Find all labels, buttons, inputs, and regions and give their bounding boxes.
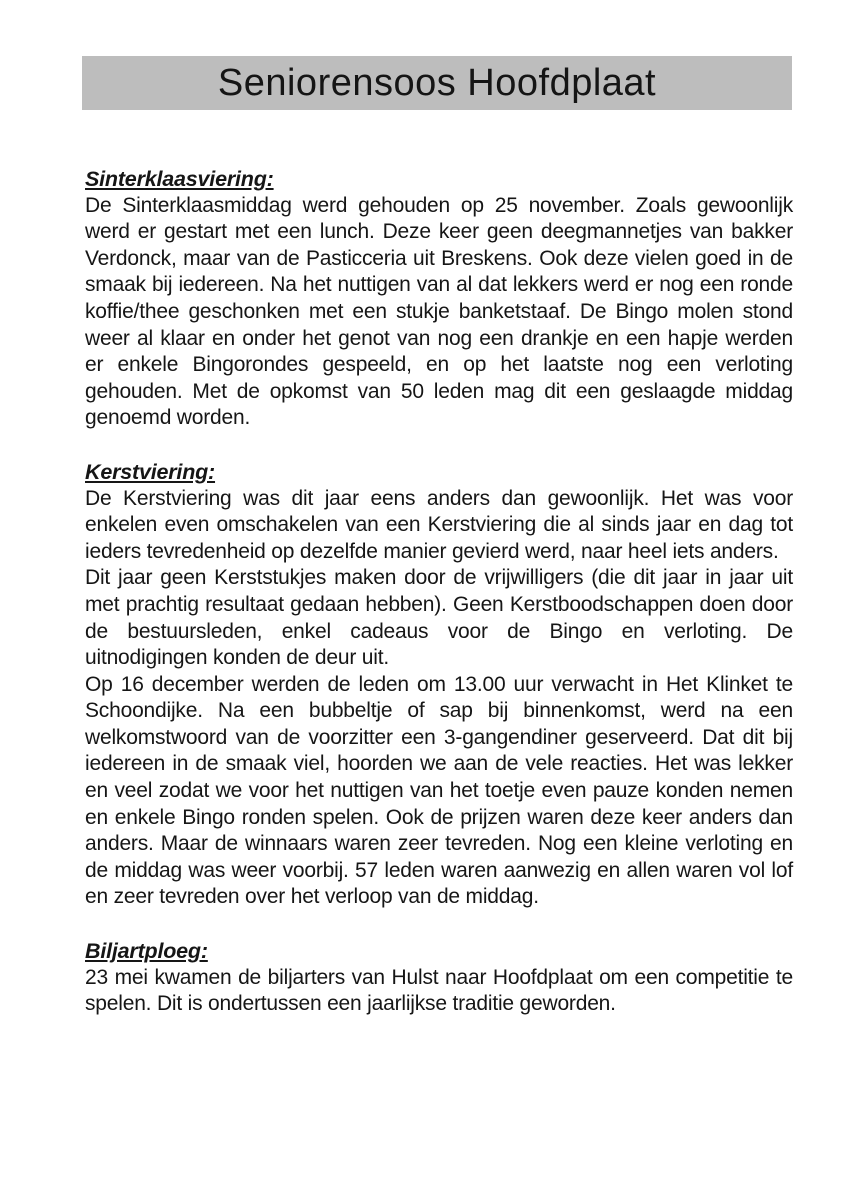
section-biljartploeg xyxy=(85,938,793,1018)
section-kerstviering xyxy=(85,459,793,911)
section-heading: Sinterklaasviering: xyxy=(85,167,274,191)
section-paragraph: De Sinterklaasmiddag werd gehouden op 25 november. Zoals gewoonlijk werd er gestart met een lunch. Deze keer geen deegmannetjes van bakker Verdonck, maar van de Pasticceria uit Breskens. Ook deze vielen goed in de smaak bij iedereen. Na het nuttigen van al dat lekkers werd er nog een ronde koffie/thee geschonken met een stukje banketstaaf. De Bingo molen stond weer al klaar en onder het genot van nog een drankje en een hapje werden er enkele Bingorondes gespeeld, en op het laatste nog een verloting gehouden. Met de opkomst van 50 leden mag dit een geslaagde middag genoemd worden. xyxy=(85,193,793,430)
title-band xyxy=(82,56,792,110)
section-paragraph: De Kerstviering was dit jaar eens anders dan gewoonlijk. Het was voor enkelen even omschakelen van een Kerstviering die al sinds jaar en dag tot ieders tevredenheid op dezelfde manier gevierd werd, naar heel iets anders. xyxy=(85,486,793,563)
section-paragraph: Op 16 december werden de leden om 13.00 uur verwacht in Het Klinket te Schoondijke. Na een bubbeltje of sap bij binnenkomst, werd na een welkomstwoord van de voorzitter een 3-gangendiner geserveerd. Dat dit bij iedereen in de smaak viel, hoorden we aan de vele reacties. Het was lekker en veel zodat we voor het nuttigen van het toetje even pauze konden nemen en enkele Bingo ronden spelen. Ook de prijzen waren deze keer anders dan anders. Maar de winnaars waren zeer tevreden. Nog een kleine verloting en de middag was weer voorbij. 57 leden waren aanwezig en allen waren vol lof en zeer tevreden over het verloop van de middag. xyxy=(85,672,793,909)
section-sinterklaasviering xyxy=(85,166,793,432)
page-content xyxy=(85,166,793,1045)
section-paragraph: 23 mei kwamen de biljarters van Hulst naar Hoofdplaat om een competitie te spelen. Dit is ondertussen een jaarlijkse traditie geworden. xyxy=(85,965,793,1016)
section-heading: Biljartploeg: xyxy=(85,939,208,964)
section-heading: Kerstviering: xyxy=(85,459,216,484)
page-title: Seniorensoos Hoofdplaat xyxy=(217,61,657,104)
section-paragraph: Dit jaar geen Kerststukjes maken door de vrijwilligers (die dit jaar in jaar uit met prachtig resultaat gedaan hebben). Geen Kerstboodschappen doen door de bestuursleden, enkel cadeaus voor de Bingo en verloting. De uitnodigingen konden de deur uit. xyxy=(85,566,793,670)
